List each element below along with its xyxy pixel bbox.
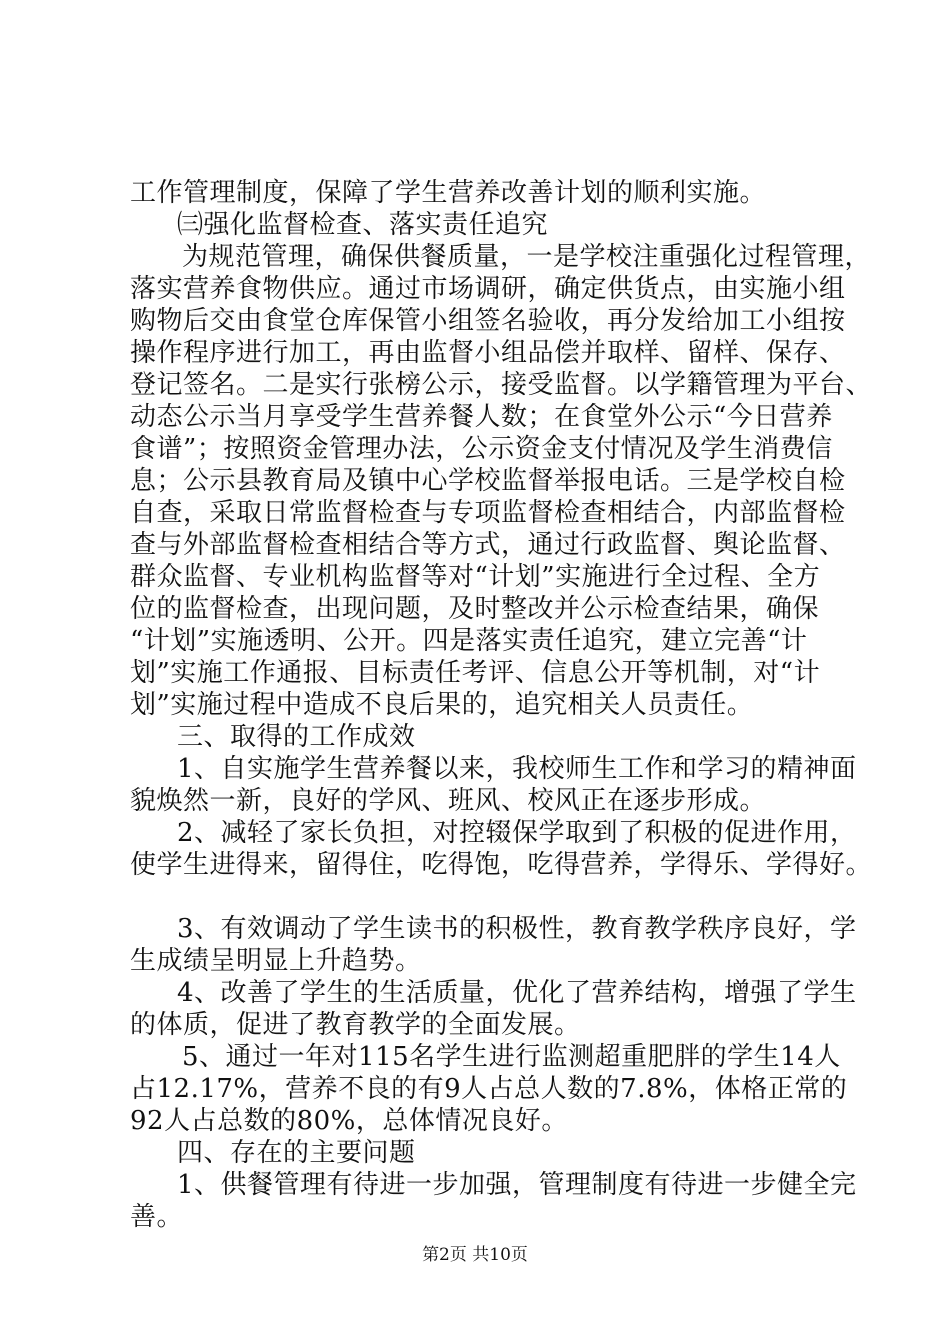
text-line-17: 划”实施过程中造成不良后果的，追究相关人员责任。 <box>130 690 754 720</box>
text-line-1: 工作管理制度，保障了学生营养改善计划的顺利实施。 <box>130 178 767 208</box>
text-line-16: 划”实施工作通报、目标责任考评、信息公开等机制，对“计 <box>130 658 821 688</box>
text-line-5: 购物后交由食堂仓库保管小组签名验收，再分发给加工小组按 <box>130 306 846 336</box>
text-line-11: 自查，采取日常监督检查与专项监督检查相结合，内部监督检 <box>130 498 846 528</box>
text-line-25: 4、改善了学生的生活质量，优化了营养结构，增强了学生 <box>177 978 857 1008</box>
text-line-10: 息；公示县教育局及镇中心学校监督举报电话。三是学校自检 <box>130 466 846 496</box>
text-line-32: 善。 <box>130 1202 184 1232</box>
section-heading-results: 三、取得的工作成效 <box>177 722 416 752</box>
text-line-26: 的体质，促进了教育教学的全面发展。 <box>130 1010 581 1040</box>
text-line-31: 1、供餐管理有待进一步加强，管理制度有待进一步健全完 <box>177 1170 857 1200</box>
text-line-19: 1、自实施学生营养餐以来，我校师生工作和学习的精神面 <box>177 754 857 784</box>
text-line-9: 食谱”；按照资金管理办法，公示资金支付情况及学生消费信 <box>130 434 833 464</box>
text-line-4: 落实营养食物供应。通过市场调研，确定供货点，由实施小组 <box>130 274 846 304</box>
section-heading-3: ㈢强化监督检查、落实责任追究 <box>177 210 549 240</box>
text-line-27: 5、通过一年对115名学生进行监测超重肥胖的学生14人 <box>182 1042 841 1072</box>
text-line-15: “计划”实施透明、公开。四是落实责任追究，建立完善“计 <box>130 626 808 656</box>
text-line-20: 貌焕然一新，良好的学风、班风、校风正在逐步形成。 <box>130 786 767 816</box>
text-line-29: 92人占总数的80%，总体情况良好。 <box>130 1106 568 1136</box>
text-line-3: 为规范管理，确保供餐质量，一是学校注重强化过程管理， <box>182 242 872 272</box>
text-line-14: 位的监督检查，出现问题，及时整改并公示检查结果，确保 <box>130 594 820 624</box>
text-line-24: 生成绩呈明显上升趋势。 <box>130 946 422 976</box>
page-number-footer: 第2页 共10页 <box>422 1245 528 1265</box>
text-line-12: 查与外部监督检查相结合等方式，通过行政监督、舆论监督、 <box>130 530 846 560</box>
text-line-8: 动态公示当月享受学生营养餐人数；在食堂外公示“今日营养 <box>130 402 833 432</box>
text-line-7: 登记签名。二是实行张榜公示，接受监督。以学籍管理为平台、 <box>130 370 873 400</box>
text-line-22: 使学生进得来，留得住，吃得饱，吃得营养，学得乐、学得好。 <box>130 850 873 880</box>
text-line-28: 占12.17%，营养不良的有9人占总人数的7.8%，体格正常的 <box>130 1074 848 1104</box>
text-line-21: 2、减轻了家长负担，对控辍保学取到了积极的促进作用， <box>177 818 857 848</box>
text-line-23: 3、有效调动了学生读书的积极性，教育教学秩序良好，学 <box>177 914 857 944</box>
text-line-6: 操作程序进行加工，再由监督小组品偿并取样、留样、保存、 <box>130 338 846 368</box>
text-line-13: 群众监督、专业机构监督等对“计划”实施进行全过程、全方 <box>130 562 821 592</box>
section-heading-problems: 四、存在的主要问题 <box>177 1138 416 1168</box>
